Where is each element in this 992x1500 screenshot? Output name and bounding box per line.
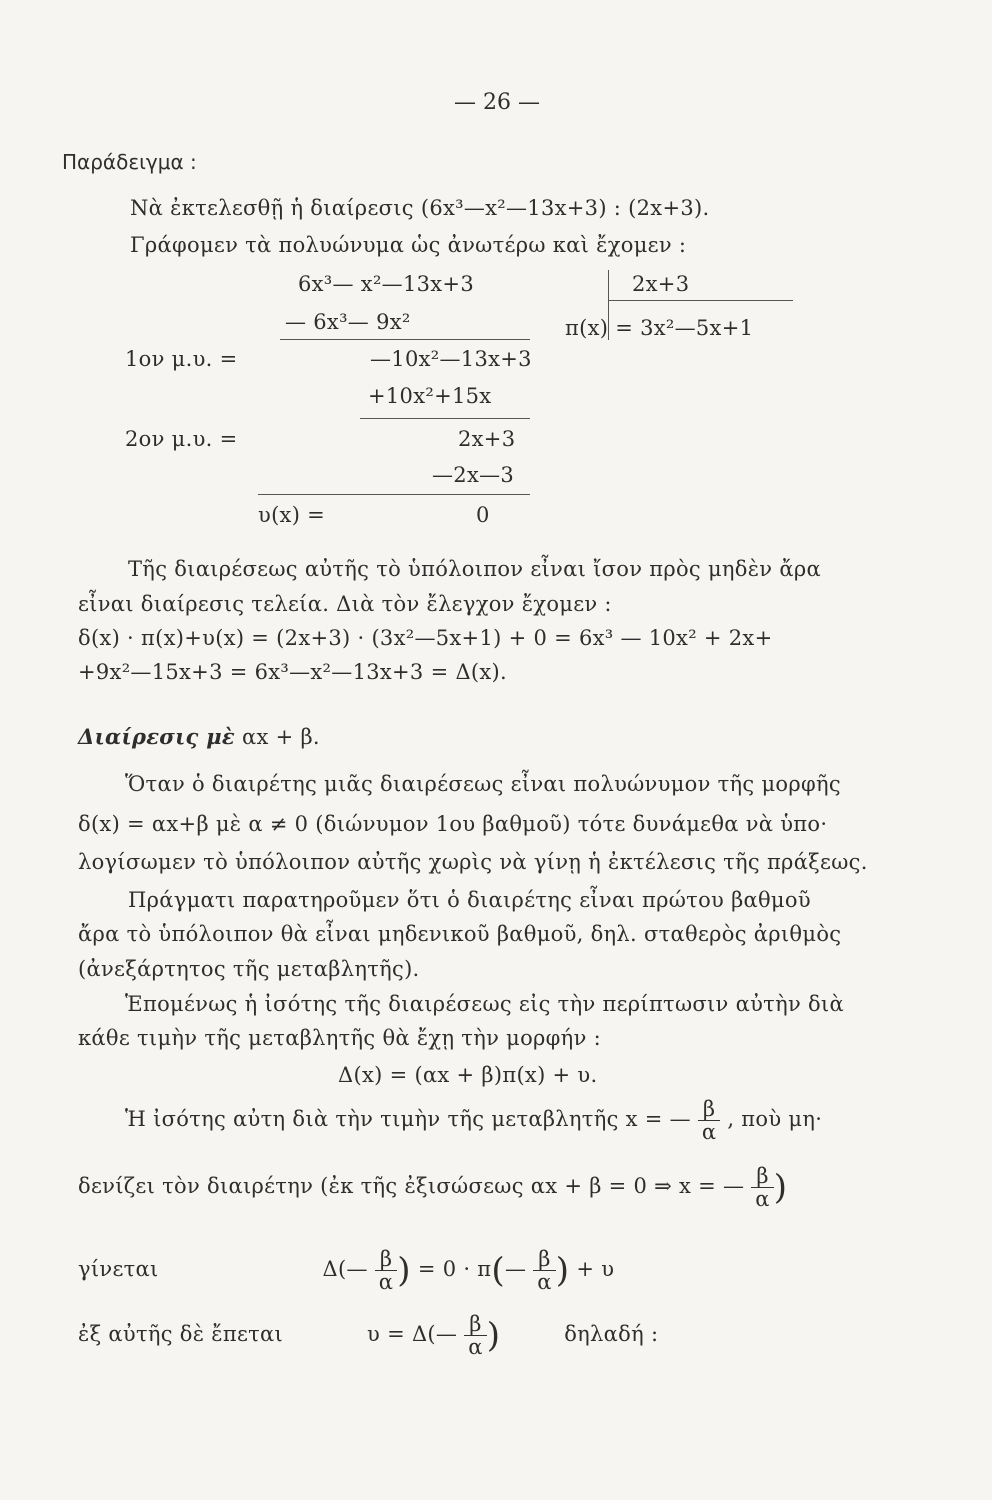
ginetai-expr-a: Δ(— — [322, 1257, 368, 1282]
section-expression: αx + β. — [241, 725, 320, 749]
fraction-numerator: β — [698, 1098, 720, 1121]
fraction-denominator: α — [701, 1120, 717, 1145]
para5-line1 — [125, 1098, 822, 1143]
para5-end: , ποὺ μη· — [727, 1107, 823, 1132]
dividend: 6x³— x²—13x+3 — [298, 272, 474, 296]
fraction-denominator: α — [468, 1335, 483, 1360]
remainder-1-label: 1ον μ.υ. = — [125, 347, 238, 371]
fraction-beta-over-alpha-2 — [751, 1165, 773, 1210]
section-title: Διαίρεσις μὲ — [78, 724, 235, 749]
intro-line-2: Γράφομεν τὰ πολυώνυμα ὡς ἀνωτέρω καὶ ἔχομεν : — [130, 233, 687, 257]
para2-line2: δ(x) = αx+β μὲ α ≠ 0 (διώνυμον 1ου βαθμοῦ) τότε δυνάμεθα νὰ ὑπο· — [78, 812, 828, 836]
close-paren: ) — [773, 1167, 788, 1208]
divisor-rule — [608, 300, 793, 301]
close-paren: ) — [555, 1250, 570, 1291]
quotient: π(x) = 3x²—5x+1 — [565, 316, 754, 340]
fraction-numerator: β — [464, 1313, 486, 1336]
open-paren: ( — [491, 1250, 505, 1291]
para1-line1: Τῆς διαιρέσεως αὐτῆς τὸ ὑπόλοιπον εἶναι ἴσον πρὸς μηδὲν ἄρα — [128, 557, 821, 581]
ginetai-line: γίνεται Δ(— $\frac{\beta}{\alpha}$ ) = 0 · π(— $\frac{\beta}{\alpha}$ ) + υ — [78, 1247, 615, 1295]
para4-line2: κάθε τιμὴν τῆς μεταβλητῆς θὰ ἔχῃ τὴν μορφήν : — [78, 1026, 601, 1050]
subtract-1: — 6x³— 9x² — [285, 310, 411, 334]
check-line2: +9x²—15x+3 = 6x³—x²—13x+3 = Δ(x). — [78, 660, 508, 684]
fraction-numerator: β — [375, 1248, 397, 1271]
last-end: δηλαδή : — [564, 1322, 659, 1347]
fraction-denominator: α — [537, 1270, 552, 1295]
last-text: ἐξ αὐτῆς δὲ ἔπεται — [78, 1322, 284, 1347]
ginetai-expr-c: + υ — [576, 1257, 615, 1282]
close-paren: ) — [397, 1250, 411, 1291]
formula-1: Δ(x) = (αx + β)π(x) + υ. — [338, 1063, 598, 1087]
remainder-1: —10x²—13x+3 — [370, 347, 532, 371]
fraction-denominator: α — [755, 1187, 770, 1212]
fraction-numerator: β — [533, 1248, 555, 1271]
page-number: — 26 — — [454, 90, 540, 115]
fraction-numerator: β — [751, 1165, 773, 1188]
close-paren: ) — [486, 1315, 501, 1356]
para5-line2 — [78, 1165, 787, 1210]
fraction-beta-over-alpha — [698, 1098, 720, 1143]
ginetai-expr-b: = 0 · π — [417, 1257, 492, 1282]
final-remainder-value: 0 — [476, 503, 490, 527]
para3-line3: (ἀνεξάρτητος τῆς μεταβλητῆς). — [78, 957, 420, 981]
para5-line2-text: δενίζει τὸν διαιρέτην (ἐκ τῆς ἐξισώσεως αx + β = 0 ⇒ x = — — [78, 1174, 745, 1199]
intro-line-1: Νὰ ἐκτελεσθῇ ἡ διαίρεσις (6x³—x²—13x+3) : (2x+3). — [130, 196, 710, 220]
para2-line3: λογίσωμεν τὸ ὑπόλοιπον αὐτῆς χωρὶς νὰ γίνῃ ἡ ἐκτέλεσις τῆς πράξεως. — [78, 850, 868, 874]
rule-1 — [280, 339, 530, 340]
section-heading — [78, 724, 320, 749]
fraction-beta-over-alpha-5 — [464, 1313, 486, 1358]
rule-2 — [360, 418, 530, 419]
check-line1: δ(x) · π(x)+υ(x) = (2x+3) · (3x²—5x+1) + 0 = 6x³ — 10x² + 2x+ — [78, 626, 773, 650]
para2-line1: Ὅταν ὁ διαιρέτης μιᾶς διαιρέσεως εἶναι πολυώνυμον τῆς μορφῆς — [125, 772, 841, 796]
para1-line2: εἶναι διαίρεσις τελεία. Διὰ τὸν ἔλεγχον ἔχομεν : — [78, 592, 612, 616]
rule-3 — [258, 494, 530, 495]
last-expr: υ = Δ(— — [367, 1322, 458, 1347]
para3-line2: ἄρα τὸ ὑπόλοιπον θὰ εἶναι μηδενικοῦ βαθμοῦ, δηλ. σταθερὸς ἀριθμὸς — [78, 922, 842, 946]
remainder-2: 2x+3 — [458, 427, 516, 451]
divisor: 2x+3 — [632, 272, 690, 296]
remainder-2-label: 2ον μ.υ. = — [125, 427, 238, 451]
para5-text: Ἡ ἰσότης αὐτη διὰ τὴν τιμὴν τῆς μεταβλητῆς x = — — [125, 1107, 691, 1132]
fraction-beta-over-alpha-3 — [375, 1248, 397, 1293]
para4-line1: Ἑπομένως ἡ ἰσότης τῆς διαιρέσεως εἰς τὴν περίπτωσιν αὐτὴν διὰ — [125, 992, 844, 1016]
subtract-3: —2x—3 — [432, 463, 515, 487]
subtract-2: +10x²+15x — [368, 384, 492, 408]
para3-line1: Πράγματι παρατηροῦμεν ὅτι ὁ διαιρέτης εἶναι πρώτου βαθμοῦ — [128, 888, 811, 912]
ginetai-word: γίνεται — [78, 1257, 159, 1282]
example-heading: Παράδειγμα : — [62, 150, 197, 174]
last-line — [78, 1313, 658, 1358]
final-remainder-label: υ(x) = — [258, 503, 326, 527]
fraction-beta-over-alpha-4 — [533, 1248, 555, 1293]
fraction-denominator: α — [378, 1270, 394, 1295]
